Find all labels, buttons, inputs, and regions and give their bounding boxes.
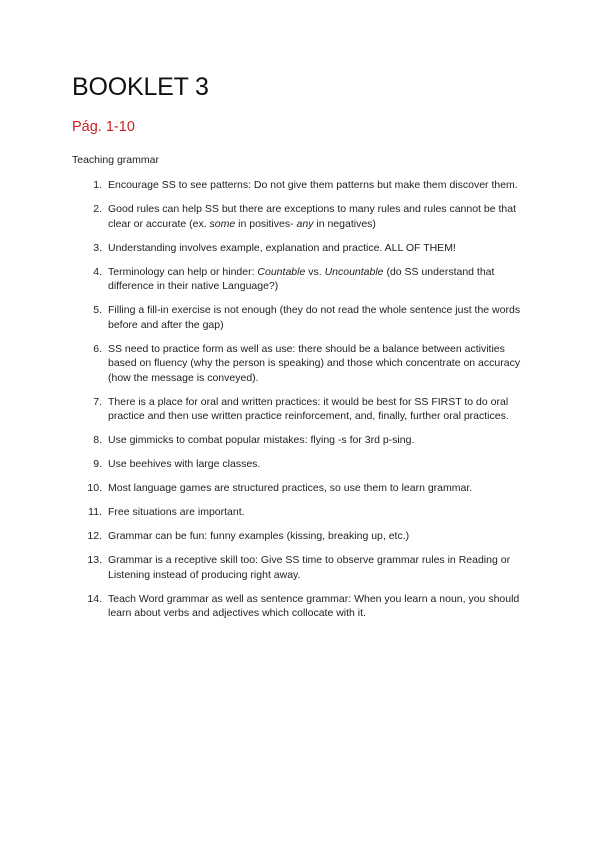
item-number: 5.: [93, 304, 102, 316]
item-text: Use beehives with large classes.: [108, 458, 261, 470]
item-number: 14.: [87, 592, 102, 605]
item-text: in negatives): [313, 217, 376, 230]
item-emphasis: some: [209, 217, 236, 230]
list-item: [72, 592, 528, 621]
item-text: Grammar can be fun: funny examples (kissing, breaking up, etc.): [108, 530, 410, 542]
item-emphasis: Countable: [257, 265, 306, 278]
item-text: Terminology can help or hinder:: [108, 265, 258, 278]
item-number: 4.: [93, 265, 102, 278]
item-number: 9.: [93, 458, 102, 470]
item-text: Good rules can help SS but there are exceptions to many rules and rules cannot be that clear or accurate (ex.: [108, 203, 516, 230]
item-emphasis: any: [296, 217, 314, 230]
list-item: [72, 433, 528, 448]
item-number: 6.: [93, 342, 102, 355]
grammar-tips-list: [72, 178, 528, 630]
item-number: 2.: [93, 203, 102, 215]
list-item: [72, 303, 528, 332]
item-text: Understanding involves example, explanation and practice. ALL OF THEM!: [108, 241, 456, 254]
list-item: [72, 481, 528, 496]
page-range-subtitle: Pág. 1-10: [72, 119, 135, 135]
section-heading: Teaching grammar: [72, 154, 159, 166]
item-text: (do SS understand that difference in their native Language?): [108, 265, 495, 292]
item-number: 8.: [93, 434, 102, 446]
item-text: Filling a fill-in exercise is not enough (they do not read the whole sentence just the words before and after the gap): [108, 304, 521, 331]
list-item: [72, 241, 528, 256]
item-text: SS need to practice form as well as use: there should be a balance between activities based on fluency (why the person is speaking) and those which concentrate on accuracy (how the message is conveyed).: [108, 342, 521, 384]
list-item: [72, 553, 528, 582]
list-item: [72, 265, 528, 294]
item-text: There is a place for oral and written practices: it would be best for SS FIRST to do oral practice and then use written practice reinforcement, and, finally, further oral practices.: [108, 395, 509, 422]
item-number: 12.: [87, 530, 102, 542]
item-text: Free situations are important.: [108, 506, 245, 518]
item-number: 1.: [93, 179, 102, 191]
list-item: [72, 178, 528, 193]
list-item: [72, 342, 528, 386]
item-text: Most language games are structured practices, so use them to learn grammar.: [108, 482, 473, 494]
list-item: [72, 529, 528, 544]
list-item: [72, 505, 528, 520]
item-text: in positives-: [235, 217, 297, 230]
item-text: Grammar is a receptive skill too: Give SS time to observe grammar rules in Reading or Listening instead of producing right away.: [108, 554, 511, 581]
item-text: Teach Word grammar as well as sentence grammar: When you learn a noun, you should learn about verbs and adjectives which collocate with it.: [108, 592, 520, 619]
list-item: [72, 202, 528, 231]
item-emphasis: Uncountable: [324, 265, 384, 278]
list-item: [72, 457, 528, 472]
item-text: Encourage SS to see patterns: Do not give them patterns but make them discover them.: [108, 179, 518, 191]
list-item: [72, 395, 528, 424]
item-number: 7.: [93, 395, 102, 408]
item-number: 11.: [88, 506, 102, 518]
item-number: 10.: [87, 482, 102, 494]
item-text: Use gimmicks to combat popular mistakes: flying -s for 3rd p-sing.: [108, 434, 415, 446]
page-title: BOOKLET 3: [72, 73, 209, 101]
item-number: 13.: [87, 554, 102, 566]
item-number: 3.: [93, 241, 102, 254]
item-text: vs.: [305, 265, 325, 278]
